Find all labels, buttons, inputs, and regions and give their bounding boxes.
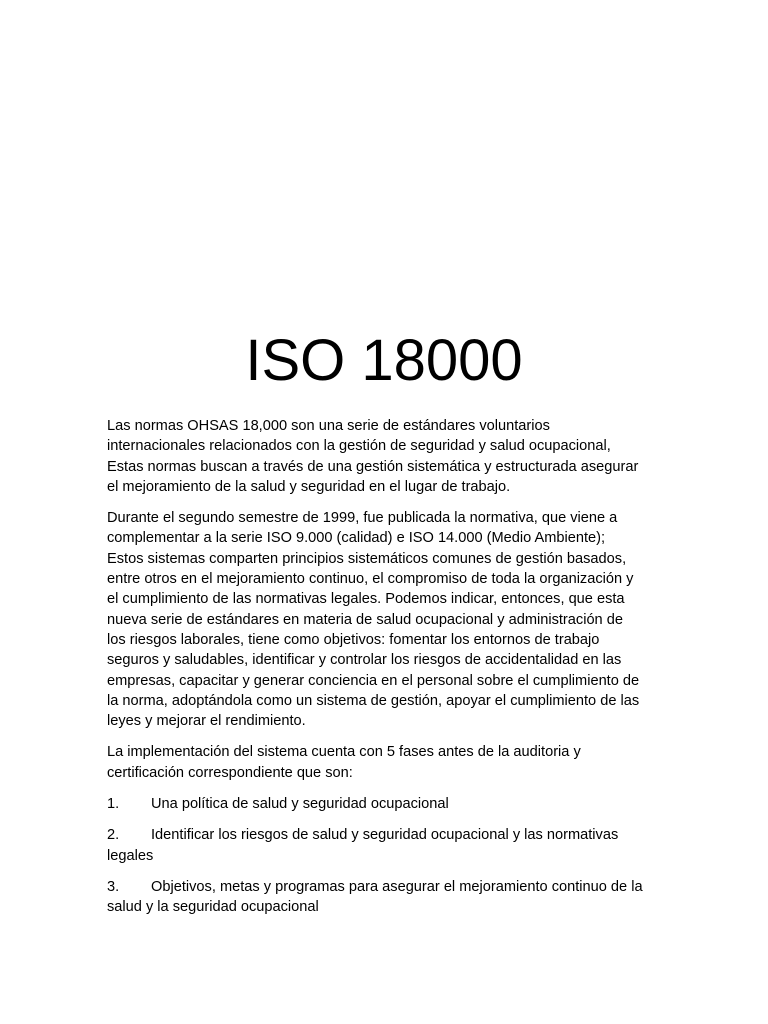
- paragraph-implementation: La implementación del sistema cuenta con 5 fases antes de la auditoria y certificación correspondiente que son:: [107, 744, 581, 781]
- list-item-number: 1.: [107, 796, 120, 813]
- list-item-text: Identificar los riesgos de salud y seguridad ocupacional y las normativas legales: [107, 827, 619, 864]
- list-item-number: 3.: [107, 878, 120, 895]
- list-item: [107, 825, 663, 866]
- list-item: [107, 794, 663, 814]
- document-body: [107, 416, 663, 929]
- list-item-number: 2.: [107, 827, 120, 844]
- list-item: [107, 877, 663, 918]
- paragraph-history: Durante el segundo semestre de 1999, fue publicada la normativa, que viene a complementar a la serie ISO 9.000 (calidad) e ISO 14.000 (Medio Ambiente); Estos sistemas comparten principios sistemáticos comunes de gestión basados, entre otros en el mejoramiento continuo, el compromiso de toda la organización y el cumplimiento de las normativas legales. Podemos indicar, entonces, que esta nueva serie de estándares en materia de salud ocupacional y administración de los riesgos laborales, tiene como objetivos: fomentar los entornos de trabajo seguros y saludables, identificar y controlar los riesgos de accidentalidad en las empresas, capacitar y generar conciencia en el personal sobre el cumplimiento de la norma, adoptándola como un sistema de gestión, apoyar el cumplimiento de las leyes y mejorar el rendimiento.: [107, 510, 640, 730]
- list-item-text: Objetivos, metas y programas para asegurar el mejoramiento continuo de la salud y la seguridad ocupacional: [107, 878, 643, 916]
- paragraph-intro: Las normas OHSAS 18,000 son una serie de estándares voluntarios internacionales relacionados con la gestión de seguridad y salud ocupacional, Estas normas buscan a través de una gestión sistemática y estructurada asegurar el mejoramiento de la salud y seguridad en el lugar de trabajo.: [107, 418, 639, 495]
- list-item-text: Una política de salud y seguridad ocupacional: [151, 796, 449, 813]
- page-title: ISO 18000: [245, 328, 523, 393]
